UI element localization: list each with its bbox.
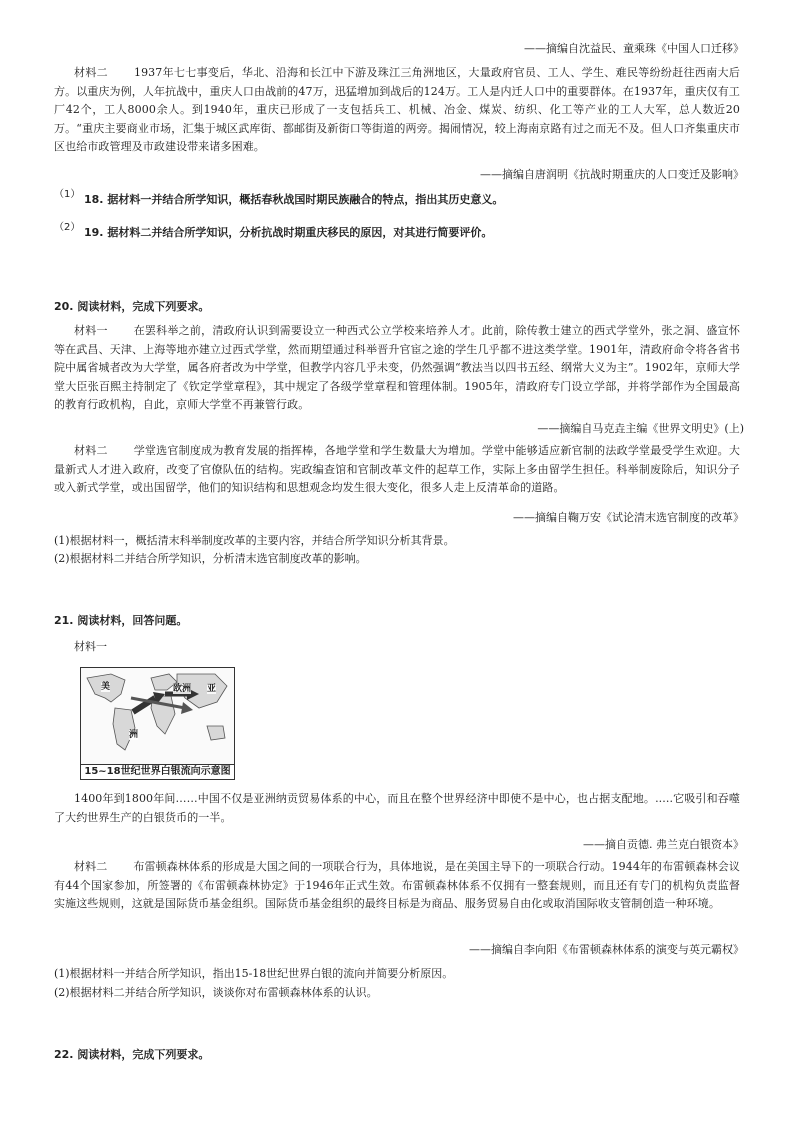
map-label: 欧洲 — [173, 684, 192, 694]
material-label: 材料一 — [74, 640, 107, 653]
question-22-heading: 22. 阅读材料，完成下列要求。 — [54, 1048, 210, 1061]
material-label: 材料一 — [74, 324, 108, 337]
material-text: 1937年七七事变后，华北、沿海和长江中下游及珠江三角洲地区，大量政府官员、工人、学生、难民等纷纷赶往西南大后方。以重庆为例，人年抗战中，重庆人口由战前的47万，迅猛增加到战后的124万。工人是内迁人口中的重要群体。在1937年，重庆仅有工厂42个，工人8000余人。到1940年，重庆已形成了一支包括兵工、机械、冶金、煤炭、纺织、化工等产业的工人大军，总人数近20万。“重庆主要商业市场，汇集于城区武库街、都邮街及新街口等街道的两旁。揭闹情况，较上海南京路有过之而无不及。但人口齐集重庆市区也给市政管理及市政建设带来诸多困难。 — [54, 66, 740, 153]
map-label: 洲 — [129, 730, 139, 740]
q20-subquestion-1: (1)根据材料一，概括清末科举制度改革的主要内容，并结合所学知识分析其背景。 — [54, 534, 455, 547]
source-citation: ——摘编自唐润明《抗战时期重庆的人口变迁及影响》 — [480, 168, 744, 181]
question-index: （1） — [54, 189, 81, 200]
source-citation-top: ——摘编自沈益民、童乘珠《中国人口迁移》 — [524, 42, 744, 55]
source-citation: ——摘编自鞠万安《试论清末选官制度的改革》 — [513, 511, 744, 524]
question-20-heading: 20. 阅读材料，完成下列要求。 — [54, 300, 210, 313]
q20-subquestion-2: (2)根据材料二并结合所学知识，分析清末选官制度改革的影响。 — [54, 552, 367, 565]
silver-flow-map — [80, 667, 235, 780]
question-21-heading: 21. 阅读材料，回答问题。 — [54, 614, 188, 627]
question-index: （2） — [54, 222, 81, 233]
q20-material2-paragraph — [54, 442, 740, 498]
material-text: 在罢科举之前，清政府认识到需要设立一种西式公立学校来培养人才。此前，除传教士建立的西式学堂外，张之洞、盛宣怀等在武昌、天津、上海等地亦建立过西式学堂，然而期望通过科举晋升官宦之途的学生几乎都不进这类学堂。1901年，清政府命令将各省书院中属省城者改为大学堂，属各府者改为中学堂，但教学内容几乎未变，仍然强调“教法当以四书五经、纲常大义为主”。1902年，京师大学堂大臣张百熙主持制定了《钦定学堂章程》，其中规定了各级学堂章程和管理体制。1905年，清政府专门设立学部，并将学部作为全国最高的教育行政机构，自此，京师大学堂不再兼管行政。 — [54, 324, 740, 411]
map-label: 美 — [101, 682, 111, 692]
material-text: 1400年到1800年间……中国不仅是亚洲纳贡贸易体系的中心，而且在整个世界经济中即使不是中心，也占据支配地。.....它吸引和吞噬了大约世界生产的白银货币的一半。 — [54, 792, 740, 824]
map-caption: 15~18世纪世界白银流向示意图 — [81, 764, 234, 779]
material2-paragraph — [54, 64, 740, 157]
material-text: 学堂选官制度成为教育发展的指挥棒，各地学堂和学生数量大为增加。学堂中能够适应新官制的法政学堂最受学生欢迎。大量新式人才进入政府，改变了官僚队伍的结构。宪政编查馆和官制改革文件的起草工作，实际上多由留学生担任。科举制废除后，知识分子或入新式学堂，或出国留学，他们的知识结构和思想观念均发生很大变化，很多人走上反清革命的道路。 — [54, 444, 740, 494]
q20-material1-paragraph — [54, 322, 740, 415]
source-citation: ——摘编自李向阳《布雷顿森林体系的演变与英元霸权》 — [469, 943, 744, 956]
q21-subquestion-1: (1)根据材料一并结合所学知识，指出15-18世纪世界白银的流向并简要分析原因。 — [54, 967, 454, 980]
q21-subquestion-2: (2)根据材料二并结合所学知识，谈谈你对布雷顿森林体系的认识。 — [54, 986, 378, 999]
material-label: 材料二 — [74, 860, 108, 873]
map-label: 亚 — [207, 684, 217, 694]
question-text: 19. 据材料二并结合所学知识，分析抗战时期重庆移民的原因，对其进行简要评价。 — [84, 226, 493, 239]
source-citation: ——摘编自马克垚主编《世界文明史》(上) — [537, 422, 744, 435]
q21-material1-paragraph — [54, 790, 740, 827]
material-label: 材料二 — [74, 444, 108, 457]
material-text: 布雷顿森林体系的形成是大国之间的一项联合行为，具体地说，是在美国主导下的一项联合行动。1944年的布雷顿森林会议有44个国家参加，所签署的《布雷顿森林协定》于1946年正式生效。布雷顿森林体系不仅拥有一整套规则，而且还有专门的机构负责监督实施这些规则，这就是国际货币基金组织。国际货币基金组织的最终目标是为商品、服务贸易自由化或取消国际收支管制创造一种环境。 — [54, 860, 740, 910]
material-label: 材料二 — [74, 66, 108, 79]
question-text: 18. 据材料一并结合所学知识，概括春秋战国时期民族融合的特点，指出其历史意义。 — [84, 193, 504, 206]
q21-material2-paragraph — [54, 858, 740, 914]
source-citation: ——摘自贡德. 弗兰克白银资本》 — [583, 838, 744, 851]
